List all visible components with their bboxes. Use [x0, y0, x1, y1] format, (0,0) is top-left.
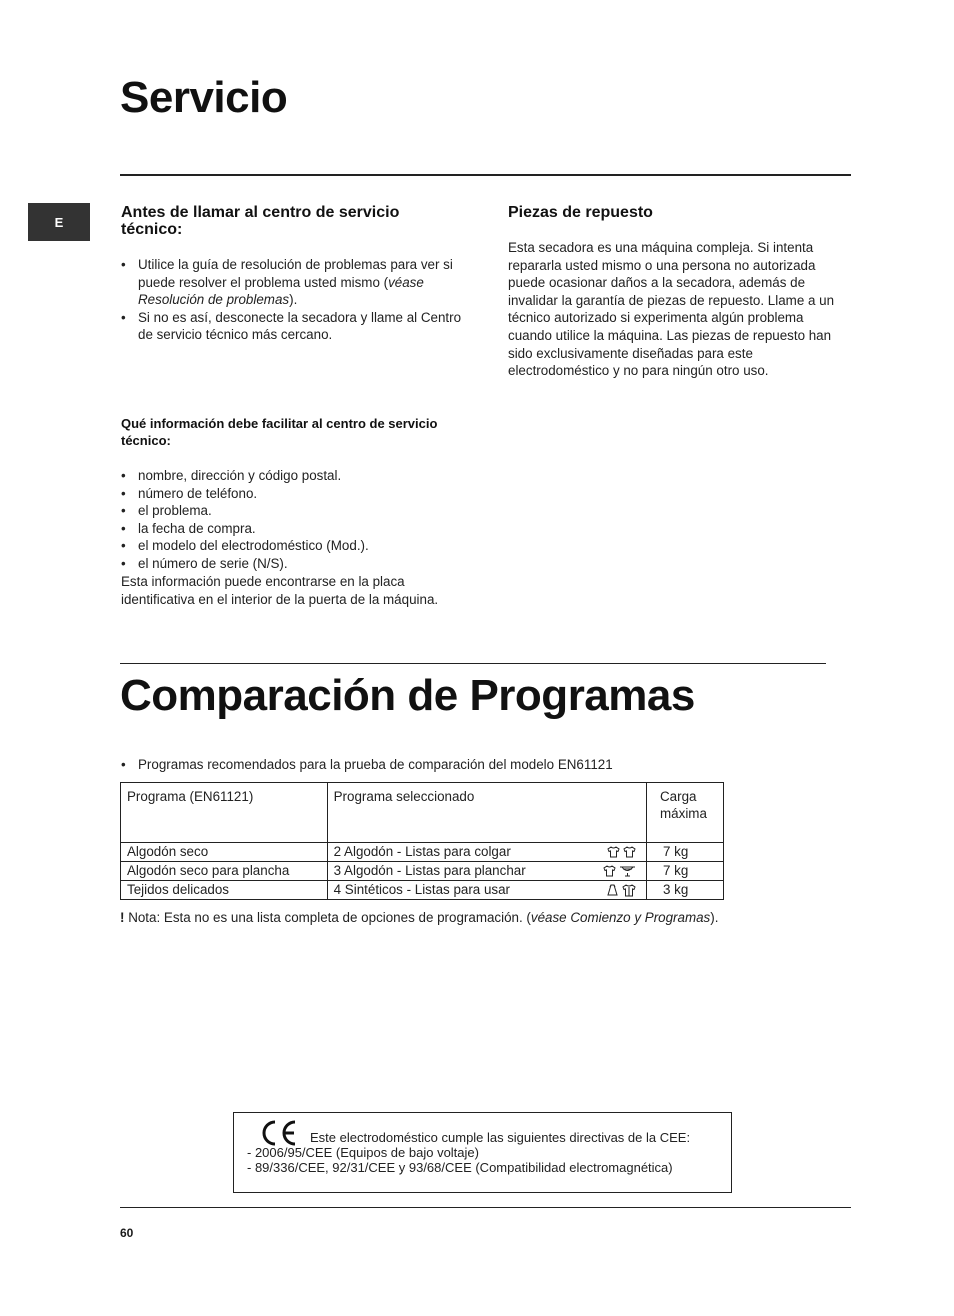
piezas-text: Esta secadora es una máquina compleja. Si intenta repararla usted mismo o una persona no autorizada puede ocasionar daños a la secadora, además de invalidar la garantía de piezas de repuesto. Llame a un técnico autorizado si experimenta algún problema cuando utilice la máquina. Las piezas de repuesto han sido exclusivamente diseñadas para este electrodoméstico y no para ningún otro uso. [508, 240, 835, 379]
list-item: • el número de serie (N/S). [121, 555, 466, 573]
shirt-icon [607, 846, 620, 858]
table-row [121, 862, 724, 881]
info-list [121, 467, 466, 573]
table-cell [327, 843, 646, 862]
blouse-icon [606, 884, 619, 897]
info-heading: Qué información debe facilitar al centro de servicio técnico: [121, 416, 438, 448]
table-header-cell: Carga máxima [647, 783, 724, 843]
shirt-icon [622, 883, 636, 897]
list-item: • el problema. [121, 502, 466, 520]
table-cell: 7 kg [647, 862, 724, 881]
note-text: ! Nota: Esta no es una lista completa de opciones de programación. (véase Comienzo y Programas). [120, 910, 719, 925]
language-tab: E [28, 203, 90, 241]
antes-list [121, 256, 466, 344]
section-divider [120, 174, 851, 176]
page-title-servicio: Servicio [120, 73, 288, 122]
info-footer: Esta información puede encontrarse en la placa identificativa en el interior de la puerta de la máquina. [121, 574, 439, 607]
warning-icon: ! [120, 910, 125, 925]
list-item: • número de teléfono. [121, 485, 466, 503]
ce-line: - 2006/95/CEE (Equipos de bajo voltaje) [247, 1145, 479, 1160]
care-symbols [606, 883, 640, 897]
table-header-cell: Programa seleccionado [327, 783, 646, 843]
table-cell [327, 881, 646, 900]
table-cell [327, 862, 646, 881]
page-number: 60 [120, 1226, 134, 1240]
list-item: • Si no es así, desconecte la secadora y llame al Centro de servicio técnico más cercano. [121, 309, 466, 344]
section-divider [120, 663, 826, 664]
piezas-heading: Piezas de repuesto [508, 204, 653, 221]
table-cell: 3 kg [647, 881, 724, 900]
table-cell: Algodón seco [121, 843, 328, 862]
table-cell: Tejidos delicados [121, 881, 328, 900]
list-item: • el modelo del electrodoméstico (Mod.). [121, 537, 466, 555]
list-item: • la fecha de compra. [121, 520, 466, 538]
ce-line: - 89/336/CEE, 92/31/CEE y 93/68/CEE (Compatibilidad electromagnética) [247, 1160, 673, 1175]
program-table [120, 782, 724, 900]
ce-line: Este electrodoméstico cumple las siguientes directivas de la CEE: [310, 1130, 691, 1145]
page-title-comparacion: Comparación de Programas [120, 671, 695, 720]
care-symbols [607, 846, 640, 858]
care-symbols [603, 865, 640, 877]
comparacion-list [121, 756, 741, 774]
program-name: 2 Algodón - Listas para colgar [333, 844, 511, 859]
antes-heading: Antes de llamar al centro de servicio técnico: [121, 204, 400, 238]
ce-compliance-box [233, 1112, 732, 1193]
list-item: • nombre, dirección y código postal. [121, 467, 466, 485]
table-row [121, 843, 724, 862]
shirt-icon [623, 846, 636, 858]
table-cell: Algodón seco para plancha [121, 862, 328, 881]
footer-divider [120, 1207, 851, 1208]
table-cell: 7 kg [647, 843, 724, 862]
shirt-icon [603, 865, 616, 877]
table-header-cell: Programa (EN61121) [121, 783, 328, 843]
table-row [121, 881, 724, 900]
list-item: • Utilice la guía de resolución de problemas para ver si puede resolver el problema usted mismo (véase Resolución de problemas). [121, 256, 466, 309]
program-name: 3 Algodón - Listas para planchar [333, 863, 526, 878]
table-header-row [121, 783, 724, 843]
iron-icon [619, 865, 636, 877]
list-item: • Programas recomendados para la prueba de comparación del modelo EN61121 [121, 756, 741, 774]
program-name: 4 Sintéticos - Listas para usar [333, 882, 511, 897]
